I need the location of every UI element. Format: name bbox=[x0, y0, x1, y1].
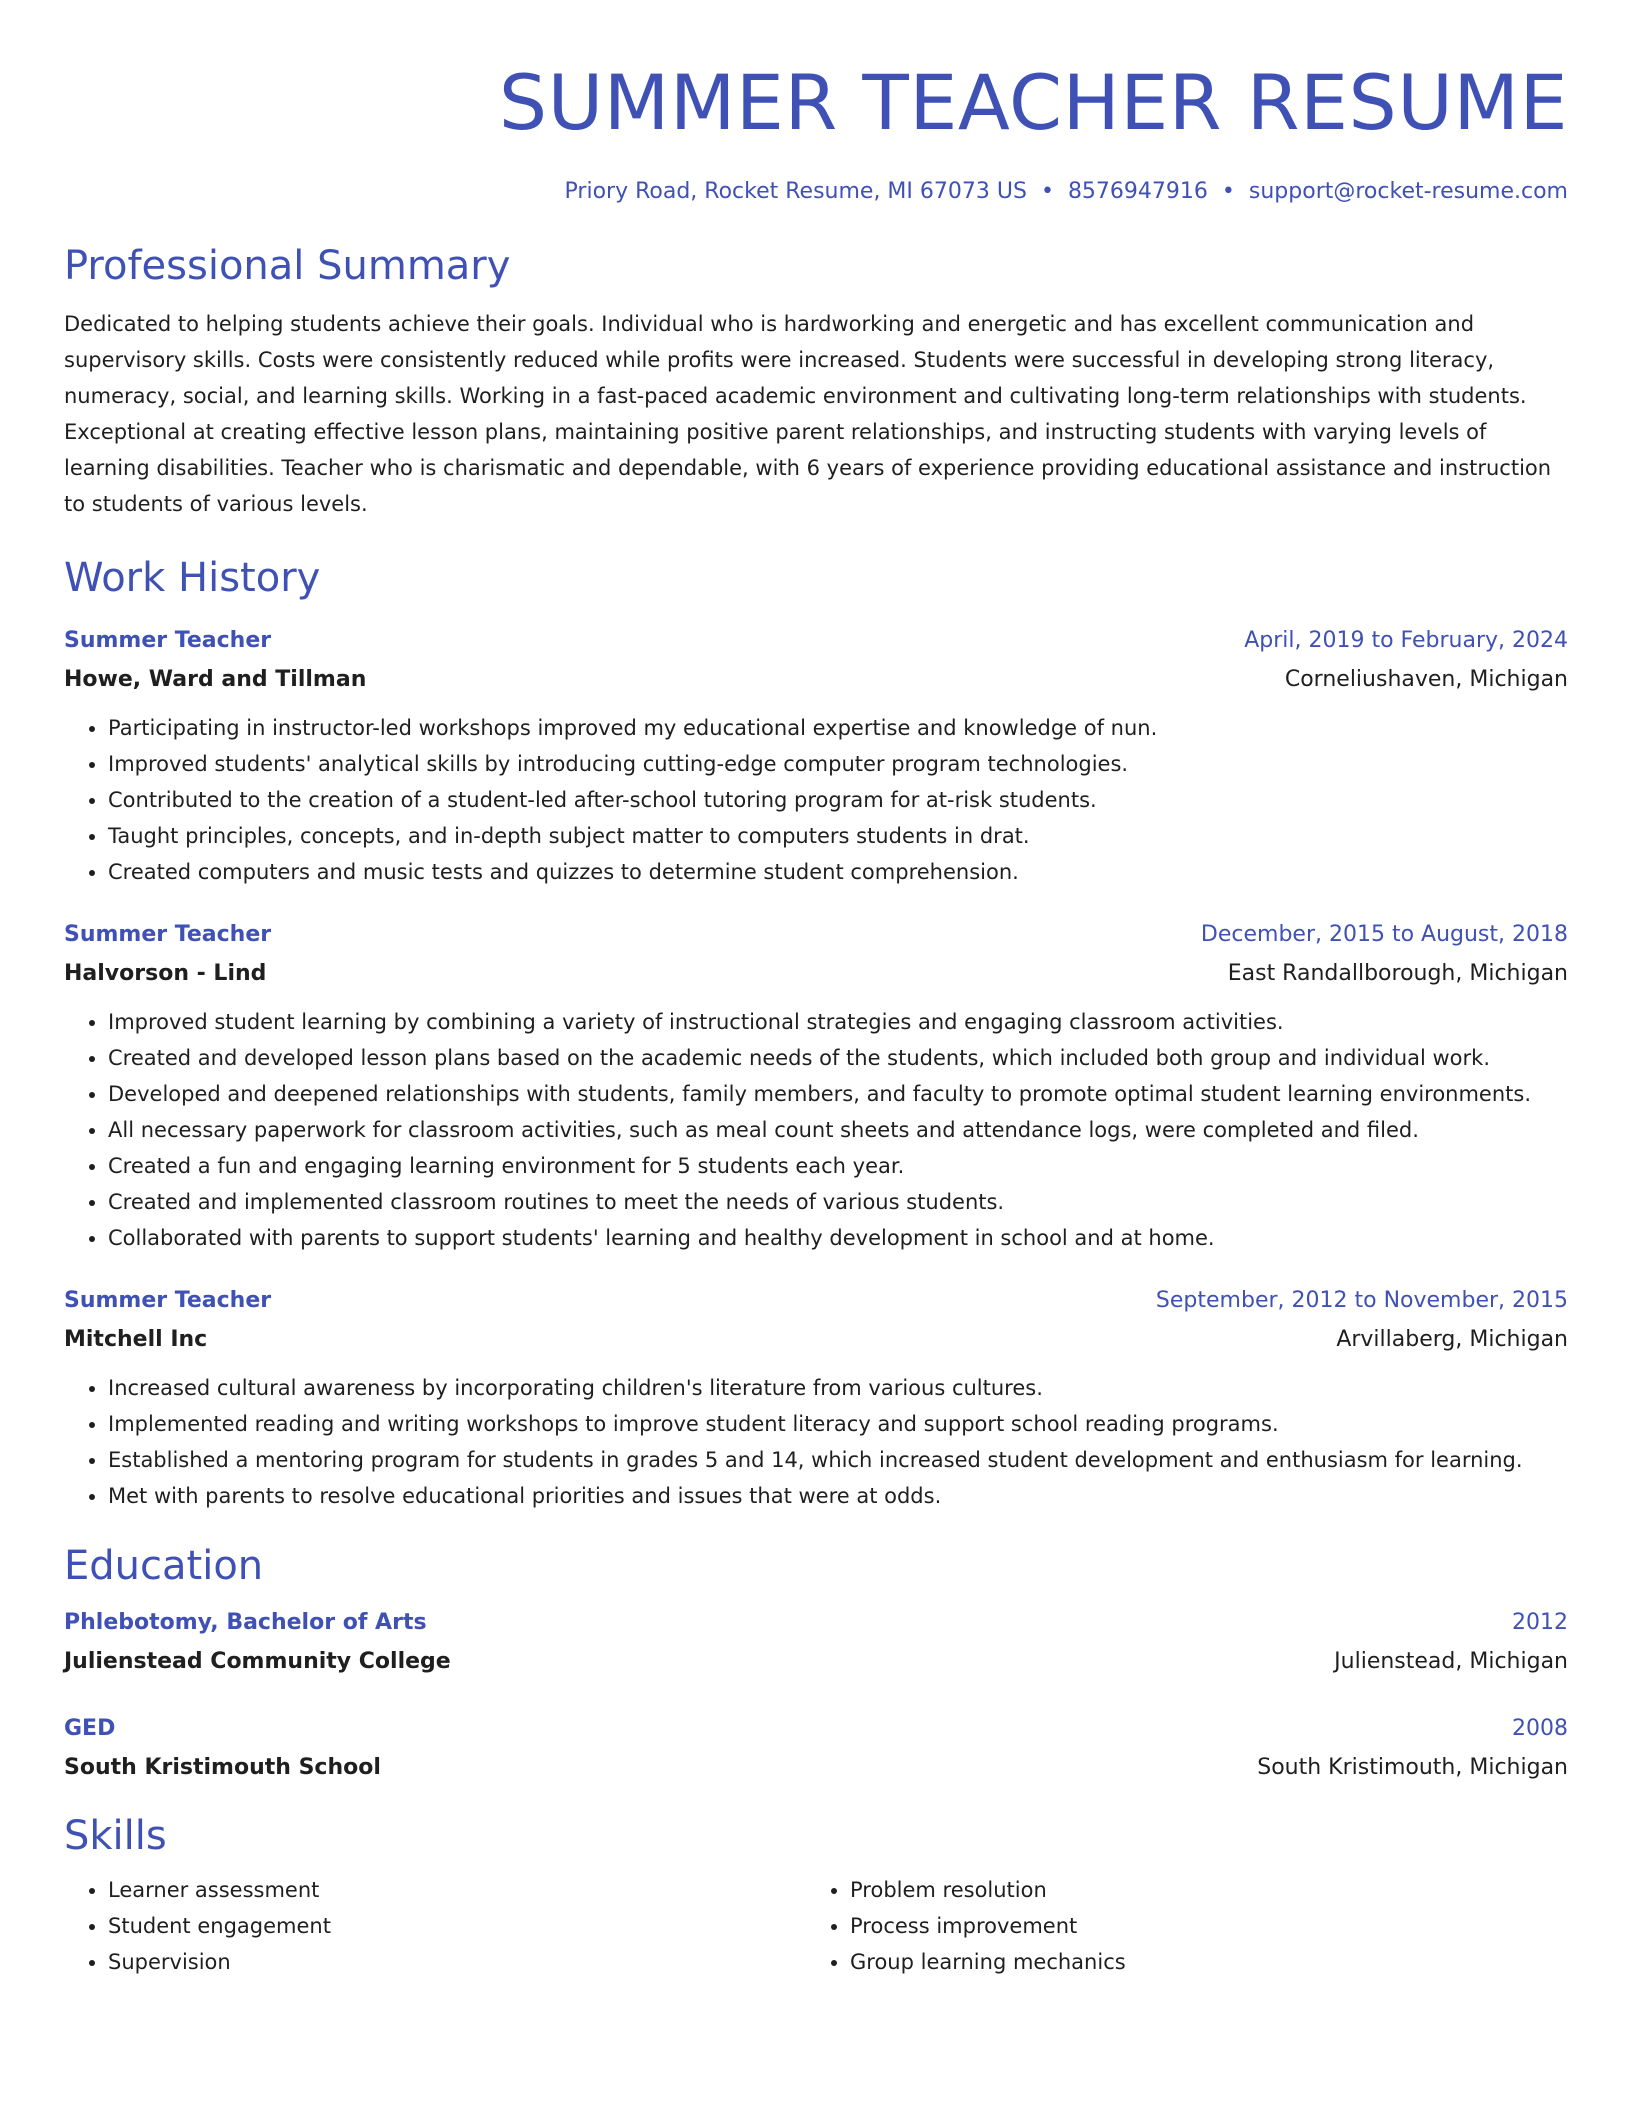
skill-item: • Group learning mechanics bbox=[850, 1944, 1548, 1980]
section-title-skills: Skills bbox=[64, 1813, 167, 1859]
contact-phone: 8576947916 bbox=[1067, 179, 1208, 204]
job-bullet: • Improved student learning by combining a variety of instructional strategies and engaging classroom activities. bbox=[108, 1004, 1568, 1040]
job-company: Howe, Ward and Tillman bbox=[64, 667, 367, 692]
job-bullet: • Created and developed lesson plans based on the academic needs of the students, which included both group and individual work. bbox=[108, 1040, 1568, 1076]
job-bullet: • Implemented reading and writing workshops to improve student literacy and support school reading programs. bbox=[108, 1406, 1568, 1442]
contact-separator: • bbox=[1040, 179, 1054, 204]
job-dates: April, 2019 to February, 2024 bbox=[1244, 628, 1568, 653]
job-location: East Randallborough, Michigan bbox=[1227, 961, 1568, 986]
skills-column-left bbox=[64, 1872, 806, 1980]
skill-item: • Problem resolution bbox=[850, 1872, 1548, 1908]
education-year: 2008 bbox=[1512, 1716, 1568, 1741]
job-dates: September, 2012 to November, 2015 bbox=[1155, 1288, 1568, 1313]
job-company: Mitchell Inc bbox=[64, 1327, 208, 1352]
job-bullet: • Participating in instructor-led workshops improved my educational expertise and knowledge of nun. bbox=[108, 710, 1568, 746]
job-location: Arvillaberg, Michigan bbox=[1336, 1327, 1568, 1352]
section-title-work-history: Work History bbox=[64, 555, 321, 601]
job-bullet: • Created computers and music tests and quizzes to determine student comprehension. bbox=[108, 854, 1568, 890]
job-bullet: • Established a mentoring program for students in grades 5 and 14, which increased student development and enthusiasm for learning. bbox=[108, 1442, 1568, 1478]
resume-title: SUMMER TEACHER RESUME bbox=[498, 58, 1568, 147]
section-title-education: Education bbox=[64, 1543, 264, 1589]
skill-item: • Learner assessment bbox=[108, 1872, 806, 1908]
education-location: Julienstead, Michigan bbox=[1334, 1649, 1568, 1674]
education-degree: Phlebotomy, Bachelor of Arts bbox=[64, 1610, 427, 1635]
contact-address: Priory Road, Rocket Resume, MI 67073 US bbox=[564, 179, 1027, 204]
education-school: South Kristimouth School bbox=[64, 1755, 381, 1780]
resume-page bbox=[64, 0, 1568, 1980]
job-bullet: • Developed and deepened relationships with students, family members, and faculty to promote optimal student learning environments. bbox=[108, 1076, 1568, 1112]
contact-separator: • bbox=[1221, 179, 1235, 204]
education-entry bbox=[64, 1604, 1568, 1682]
job-location: Corneliushaven, Michigan bbox=[1284, 667, 1568, 692]
job-role: Summer Teacher bbox=[64, 628, 272, 653]
job-bullets bbox=[64, 710, 1568, 890]
education-year: 2012 bbox=[1512, 1610, 1568, 1635]
contact-email: support@rocket-resume.com bbox=[1248, 179, 1568, 204]
skills-list bbox=[64, 1872, 1568, 1980]
job-bullet: • Increased cultural awareness by incorporating children's literature from various cultures. bbox=[108, 1370, 1568, 1406]
job-bullet: • Taught principles, concepts, and in-depth subject matter to computers students in drat. bbox=[108, 818, 1568, 854]
education-location: South Kristimouth, Michigan bbox=[1257, 1755, 1568, 1780]
skills-column-right bbox=[806, 1872, 1548, 1980]
education-school: Julienstead Community College bbox=[64, 1649, 451, 1674]
job-entry bbox=[64, 1282, 1568, 1514]
summary-text: Dedicated to helping students achieve their goals. Individual who is hardworking and energetic and has excellent communication and supervisory skills. Costs were consistently reduced while profits were increased. Students were successful in developing strong literacy, numeracy, social, and learning skills. Working in a fast-paced academic environment and cultivating long-term relationships with students. Exceptional at creating effective lesson plans, maintaining positive parent relationships, and instructing students with varying levels of learning disabilities. Teacher who is charismatic and dependable, with 6 years of experience providing educational assistance and instruction to students of various levels. bbox=[64, 312, 1552, 516]
job-company: Halvorson - Lind bbox=[64, 961, 267, 986]
job-entry bbox=[64, 622, 1568, 890]
job-bullet: • All necessary paperwork for classroom activities, such as meal count sheets and attendance logs, were completed and filed. bbox=[108, 1112, 1568, 1148]
education-degree: GED bbox=[64, 1716, 116, 1741]
job-bullets bbox=[64, 1370, 1568, 1514]
job-entry bbox=[64, 916, 1568, 1256]
contact-line bbox=[64, 176, 1568, 208]
job-bullet: • Created and implemented classroom routines to meet the needs of various students. bbox=[108, 1184, 1568, 1220]
job-bullet: • Improved students' analytical skills by introducing cutting-edge computer program technologies. bbox=[108, 746, 1568, 782]
job-bullet: • Met with parents to resolve educational priorities and issues that were at odds. bbox=[108, 1478, 1568, 1514]
skill-item: • Supervision bbox=[108, 1944, 806, 1980]
skill-item: • Process improvement bbox=[850, 1908, 1548, 1944]
job-dates: December, 2015 to August, 2018 bbox=[1200, 922, 1568, 947]
education-entry bbox=[64, 1710, 1568, 1788]
skill-item: • Student engagement bbox=[108, 1908, 806, 1944]
job-bullet: • Created a fun and engaging learning environment for 5 students each year. bbox=[108, 1148, 1568, 1184]
job-bullets bbox=[64, 1004, 1568, 1256]
job-role: Summer Teacher bbox=[64, 922, 272, 947]
section-title-summary: Professional Summary bbox=[64, 243, 511, 289]
resume-header bbox=[64, 0, 1568, 208]
job-role: Summer Teacher bbox=[64, 1288, 272, 1313]
job-bullet: • Contributed to the creation of a student-led after-school tutoring program for at-risk students. bbox=[108, 782, 1568, 818]
job-bullet: • Collaborated with parents to support students' learning and healthy development in school and at home. bbox=[108, 1220, 1568, 1256]
